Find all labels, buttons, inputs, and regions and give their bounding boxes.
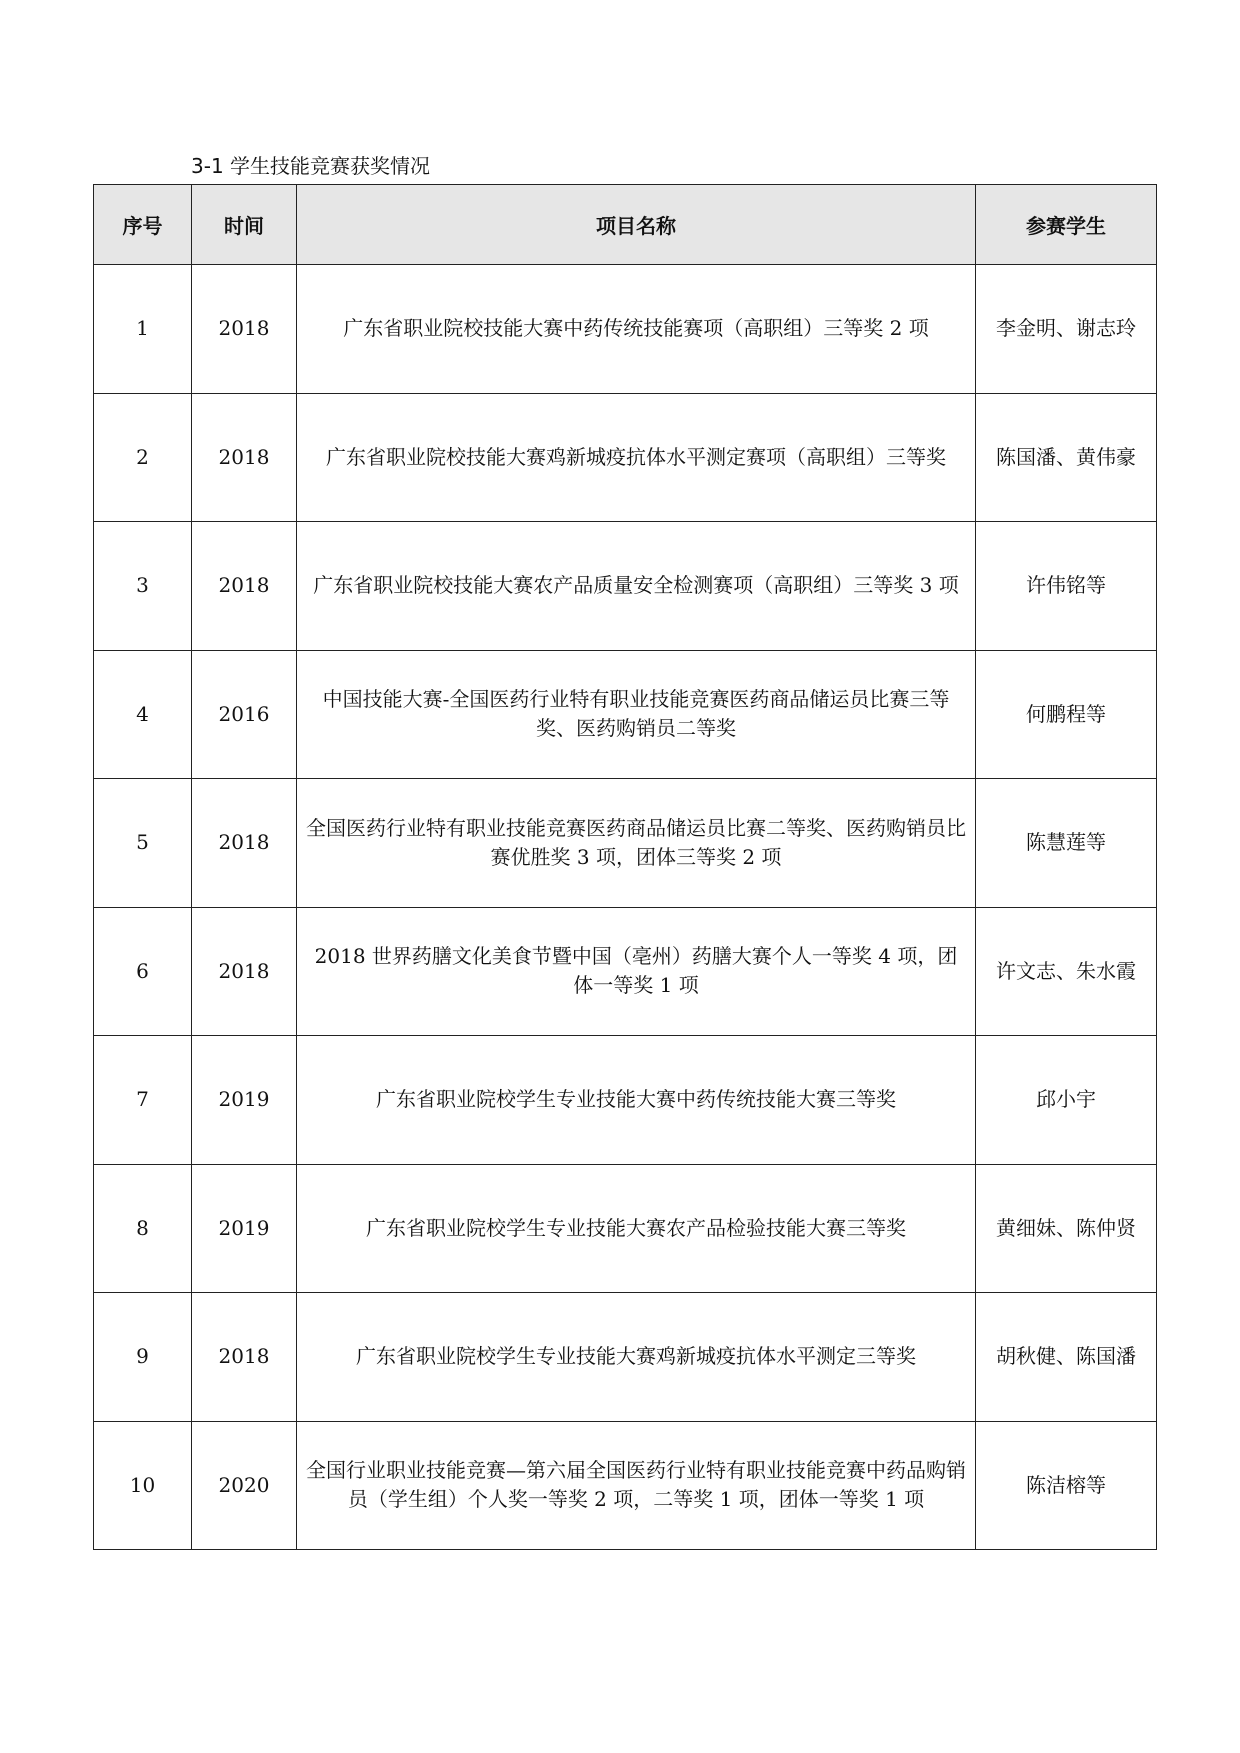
table-row (94, 1421, 1157, 1550)
cell-project: 中国技能大赛-全国医药行业特有职业技能竞赛医药商品储运员比赛三等奖、医药购销员二等奖 (297, 650, 976, 779)
cell-project: 广东省职业院校技能大赛中药传统技能赛项（高职组）三等奖 2 项 (297, 265, 976, 394)
table-body (94, 265, 1157, 1550)
header-row (94, 185, 1157, 265)
cell-year: 2018 (192, 907, 297, 1036)
cell-year: 2018 (192, 265, 297, 394)
cell-index: 6 (94, 907, 192, 1036)
table-row (94, 1164, 1157, 1293)
table-header (94, 185, 1157, 265)
cell-year: 2018 (192, 522, 297, 651)
cell-students: 许伟铭等 (976, 522, 1157, 651)
cell-year: 2020 (192, 1421, 297, 1550)
cell-year: 2018 (192, 1293, 297, 1422)
table-row (94, 907, 1157, 1036)
cell-students: 许文志、朱水霞 (976, 907, 1157, 1036)
cell-year: 2018 (192, 393, 297, 522)
table-row (94, 779, 1157, 908)
cell-index: 2 (94, 393, 192, 522)
cell-project: 全国行业职业技能竞赛—第六届全国医药行业特有职业技能竞赛中药品购销员（学生组）个人奖一等奖 2 项，二等奖 1 项，团体一等奖 1 项 (297, 1421, 976, 1550)
cell-students: 陈洁榕等 (976, 1421, 1157, 1550)
cell-students: 李金明、谢志玲 (976, 265, 1157, 394)
cell-students: 胡秋健、陈国潘 (976, 1293, 1157, 1422)
cell-project: 广东省职业院校学生专业技能大赛农产品检验技能大赛三等奖 (297, 1164, 976, 1293)
header-students: 参赛学生 (976, 185, 1157, 265)
table-row (94, 522, 1157, 651)
cell-students: 何鹏程等 (976, 650, 1157, 779)
cell-project: 广东省职业院校学生专业技能大赛中药传统技能大赛三等奖 (297, 1036, 976, 1165)
cell-project: 广东省职业院校学生专业技能大赛鸡新城疫抗体水平测定三等奖 (297, 1293, 976, 1422)
cell-index: 9 (94, 1293, 192, 1422)
cell-project: 全国医药行业特有职业技能竞赛医药商品储运员比赛二等奖、医药购销员比赛优胜奖 3 项，团体三等奖 2 项 (297, 779, 976, 908)
table-caption: 3-1 学生技能竞赛获奖情况 (191, 154, 431, 178)
cell-project: 广东省职业院校技能大赛鸡新城疫抗体水平测定赛项（高职组）三等奖 (297, 393, 976, 522)
cell-students: 邱小宇 (976, 1036, 1157, 1165)
cell-index: 1 (94, 265, 192, 394)
cell-students: 陈慧莲等 (976, 779, 1157, 908)
cell-year: 2016 (192, 650, 297, 779)
cell-index: 8 (94, 1164, 192, 1293)
header-index: 序号 (94, 185, 192, 265)
cell-students: 陈国潘、黄伟豪 (976, 393, 1157, 522)
cell-year: 2019 (192, 1036, 297, 1165)
cell-index: 4 (94, 650, 192, 779)
awards-table (93, 184, 1157, 1550)
cell-year: 2019 (192, 1164, 297, 1293)
cell-index: 10 (94, 1421, 192, 1550)
table-row (94, 1293, 1157, 1422)
cell-index: 5 (94, 779, 192, 908)
cell-project: 2018 世界药膳文化美食节暨中国（亳州）药膳大赛个人一等奖 4 项，团体一等奖 1 项 (297, 907, 976, 1036)
table-row (94, 265, 1157, 394)
cell-index: 7 (94, 1036, 192, 1165)
cell-index: 3 (94, 522, 192, 651)
cell-students: 黄细妹、陈仲贤 (976, 1164, 1157, 1293)
header-project: 项目名称 (297, 185, 976, 265)
cell-project: 广东省职业院校技能大赛农产品质量安全检测赛项（高职组）三等奖 3 项 (297, 522, 976, 651)
cell-year: 2018 (192, 779, 297, 908)
table-row (94, 393, 1157, 522)
header-year: 时间 (192, 185, 297, 265)
table-row (94, 650, 1157, 779)
table-row (94, 1036, 1157, 1165)
